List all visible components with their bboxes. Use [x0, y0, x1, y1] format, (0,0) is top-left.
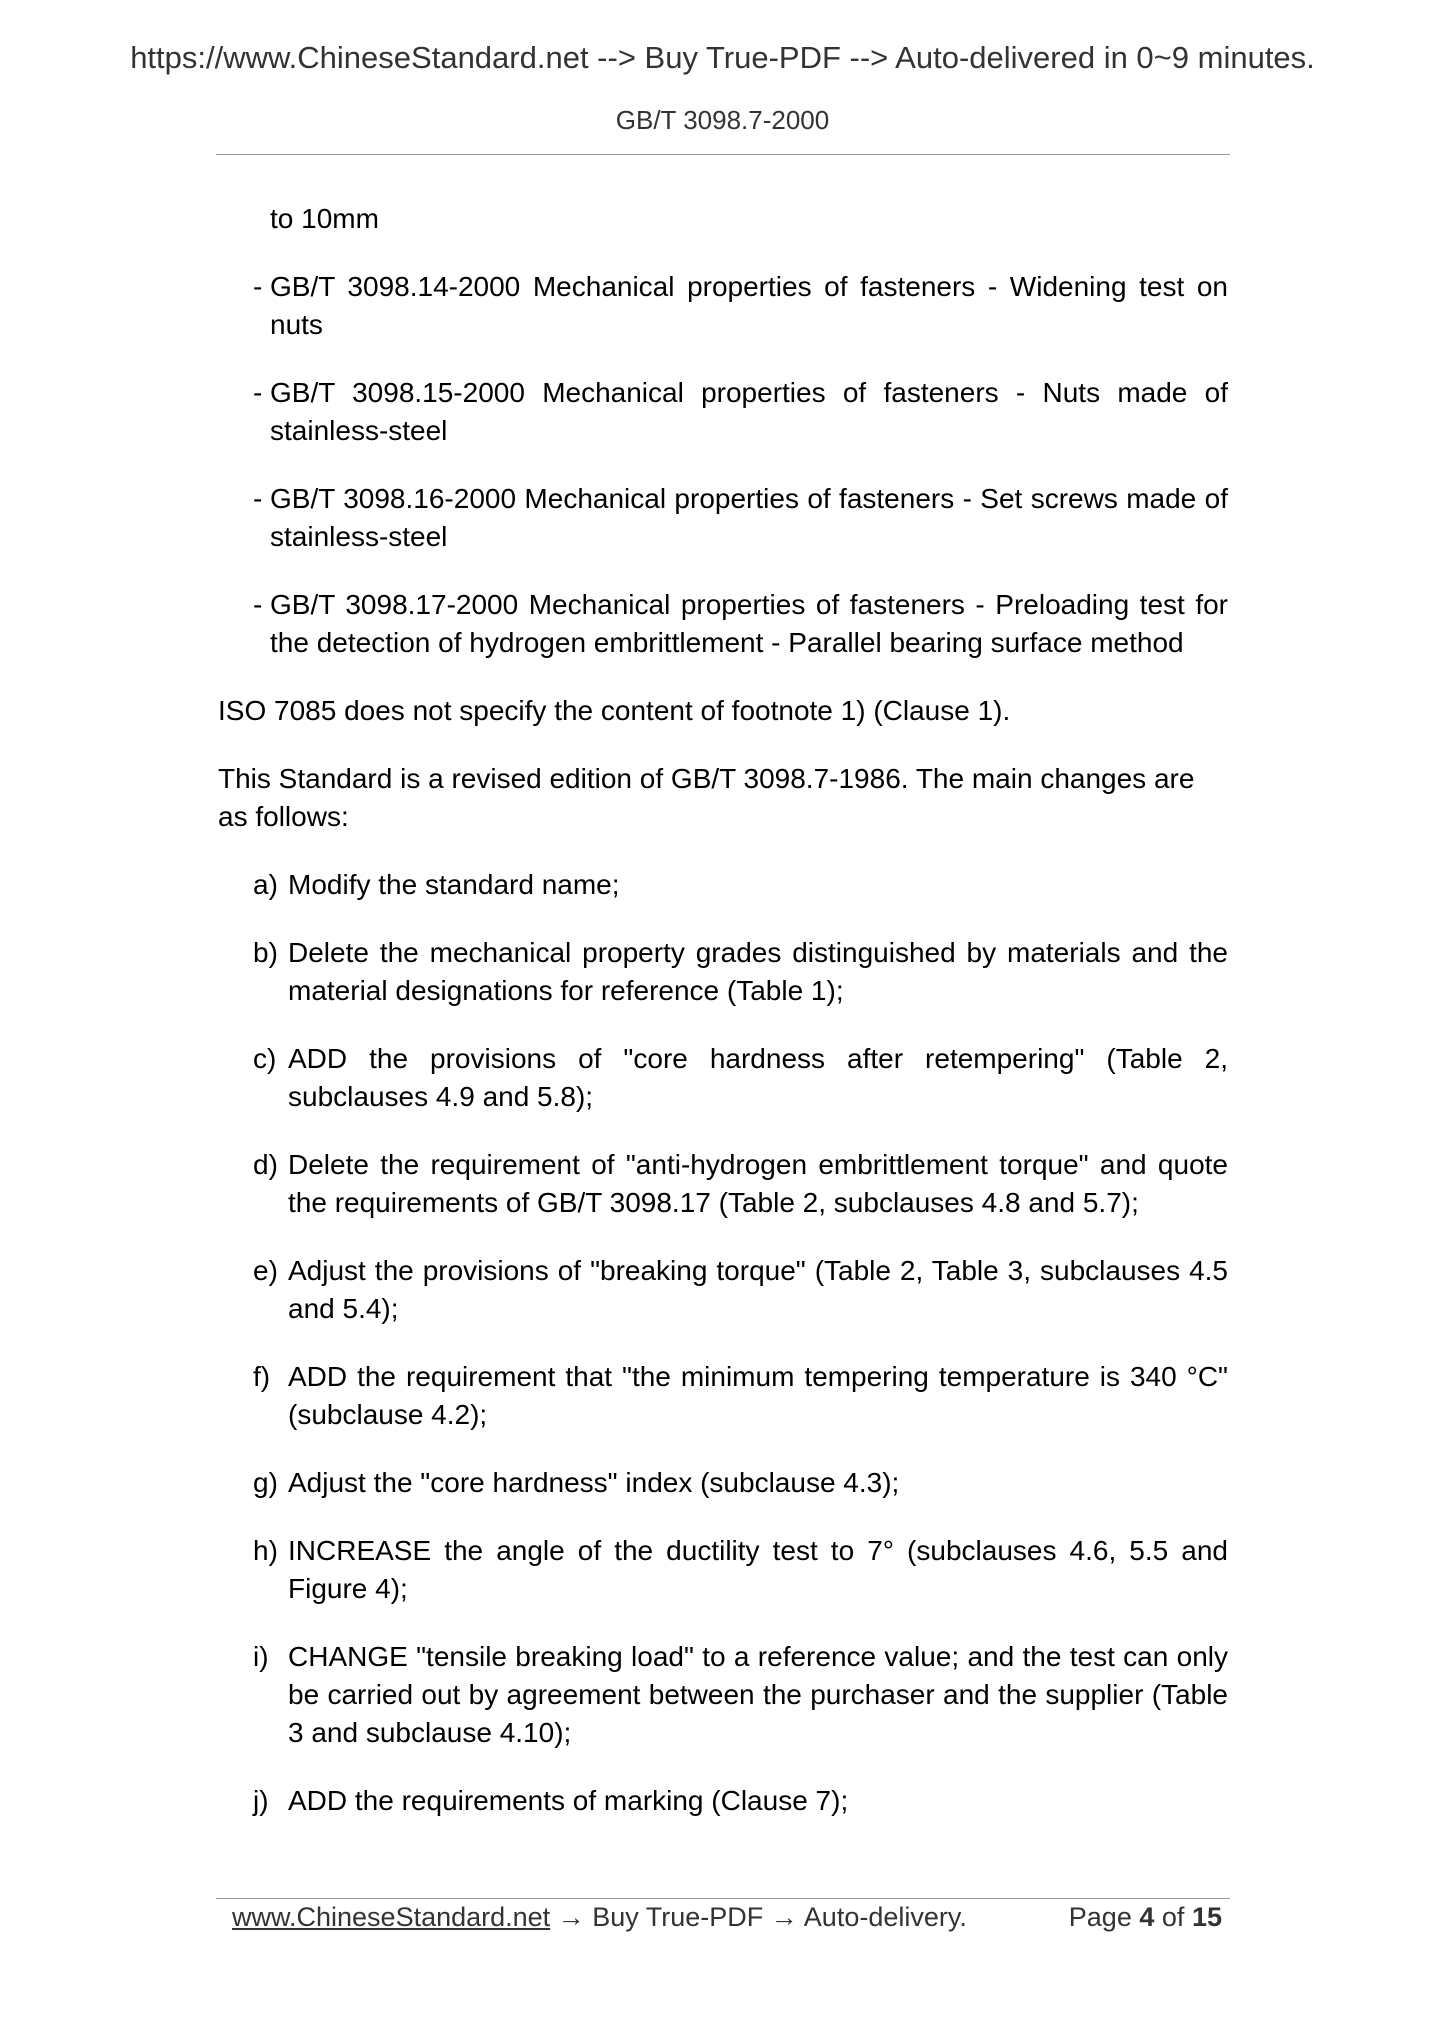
change-item [218, 1638, 1228, 1752]
item-marker: b) [253, 937, 278, 968]
reference-text: GB/T 3098.15-2000 Mechanical properties of fasteners - Nuts made of stainless-steel [270, 377, 1228, 446]
item-marker: f) [253, 1361, 271, 1392]
change-item [218, 1252, 1228, 1328]
change-item [218, 866, 1228, 904]
page-body [218, 200, 1228, 1850]
change-text: Modify the standard name; [288, 869, 620, 900]
continuation-line: to 10mm [270, 203, 379, 234]
change-item [218, 1040, 1228, 1116]
item-marker: h) [253, 1535, 278, 1566]
change-item [218, 934, 1228, 1010]
reference-text: GB/T 3098.17-2000 Mechanical properties of fasteners - Preloading test for the detection of hydrogen embrittlement - Parallel bearing surface method [270, 589, 1228, 658]
reference-item [218, 268, 1228, 344]
change-text: Adjust the provisions of "breaking torque" (Table 2, Table 3, subclauses 4.5 and 5.4); [288, 1255, 1228, 1324]
dash-marker: - [253, 483, 263, 514]
revision-paragraph: This Standard is a revised edition of GB/T 3098.7-1986. The main changes are as follows: [218, 763, 1195, 832]
change-text: INCREASE the angle of the ductility test to 7° (subclauses 4.6, 5.5 and Figure 4); [288, 1535, 1228, 1604]
footer-promo [232, 1902, 967, 1933]
arrow-right-icon: → [770, 1902, 798, 1932]
item-marker: e) [253, 1255, 278, 1286]
reference-item [218, 586, 1228, 662]
reference-text: GB/T 3098.16-2000 Mechanical properties of fasteners - Set screws made of stainless-steel [270, 483, 1228, 552]
change-item [218, 1464, 1228, 1502]
item-marker: a) [253, 869, 278, 900]
change-item [218, 1532, 1228, 1608]
page-total: 15 [1191, 1902, 1222, 1932]
change-item [218, 1146, 1228, 1222]
delivery-text: Auto-delivery. [803, 1902, 967, 1932]
change-text: CHANGE "tensile breaking load" to a reference value; and the test can only be carried out by agreement between the purchaser and the supplier (Table 3 and subclause 4.10); [288, 1641, 1228, 1748]
iso-note-paragraph: ISO 7085 does not specify the content of footnote 1) (Clause 1). [218, 695, 1011, 726]
item-marker: c) [253, 1043, 277, 1074]
change-text: ADD the provisions of "core hardness after retempering" (Table 2, subclauses 4.9 and 5.8); [288, 1043, 1228, 1112]
page-footer [232, 1902, 1222, 1942]
dash-marker: - [253, 589, 263, 620]
page-number: 4 [1139, 1902, 1155, 1932]
change-text: Adjust the "core hardness" index (subclause 4.3); [288, 1467, 900, 1498]
page-label: Page [1068, 1902, 1132, 1932]
change-text: ADD the requirements of marking (Clause 7); [288, 1785, 849, 1816]
item-marker: d) [253, 1149, 278, 1180]
dash-marker: - [253, 377, 263, 408]
website-link[interactable]: www.ChineseStandard.net [232, 1902, 551, 1932]
footer-divider [216, 1898, 1230, 1899]
change-item [218, 1358, 1228, 1434]
of-label: of [1161, 1902, 1185, 1932]
header-divider [216, 154, 1230, 155]
page-indicator [1069, 1902, 1222, 1933]
reference-item [218, 480, 1228, 556]
reference-text: GB/T 3098.14-2000 Mechanical properties of fasteners - Widening test on nuts [270, 271, 1228, 340]
arrow-right-icon: → [557, 1902, 585, 1932]
dash-marker: - [253, 271, 263, 302]
changes-list [218, 866, 1228, 1820]
reference-list [218, 268, 1228, 662]
change-text: Delete the requirement of "anti-hydrogen embrittlement torque" and quote the requirements of GB/T 3098.17 (Table 2, subclauses 4.8 and 5.7); [288, 1149, 1228, 1218]
change-text: ADD the requirement that "the minimum tempering temperature is 340 °C" (subclause 4.2); [288, 1361, 1228, 1430]
reference-item [218, 374, 1228, 450]
top-banner: https://www.ChineseStandard.net --> Buy True-PDF --> Auto-delivered in 0~9 minutes. [130, 40, 1315, 75]
document-code: GB/T 3098.7-2000 [615, 105, 830, 135]
change-text: Delete the mechanical property grades distinguished by materials and the material designations for reference (Table 1); [288, 937, 1228, 1006]
item-marker: i) [253, 1641, 269, 1672]
buy-text: Buy True-PDF [592, 1902, 764, 1932]
item-marker: j) [253, 1785, 269, 1816]
item-marker: g) [253, 1467, 278, 1498]
change-item [218, 1782, 1228, 1820]
